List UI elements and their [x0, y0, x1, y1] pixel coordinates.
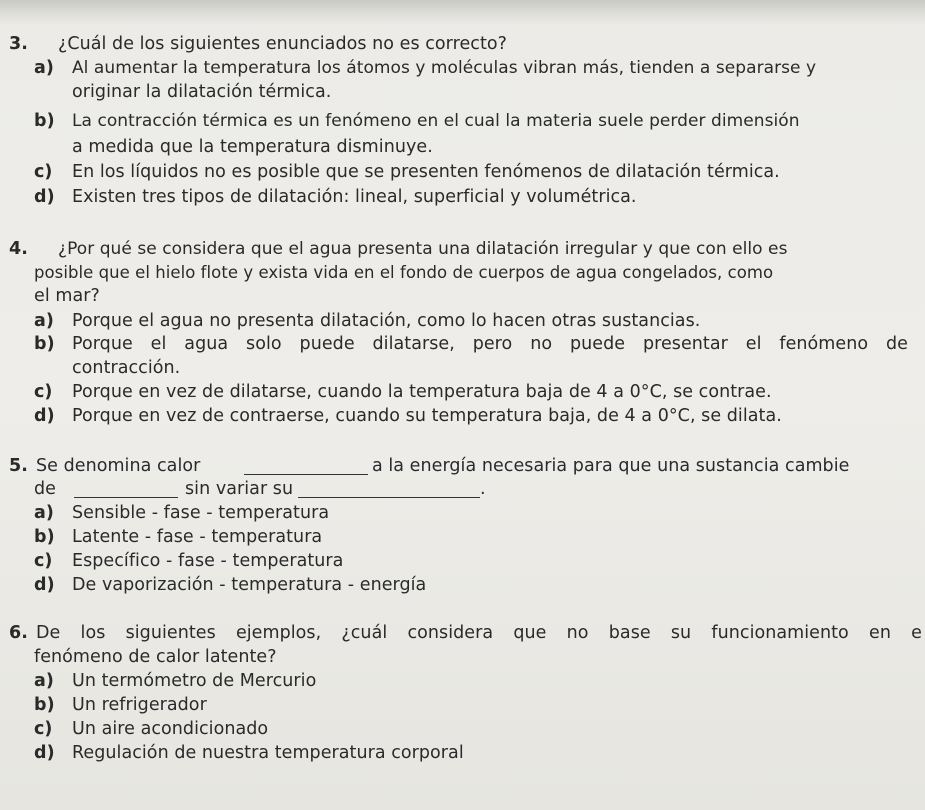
option-label: c) [34, 382, 53, 402]
answer-blank[interactable] [244, 460, 368, 475]
option-label: c) [34, 551, 53, 571]
option-text: La contracción térmica es un fenómeno en el cual la materia suele perder dimensión [72, 111, 800, 131]
option-text: a medida que la temperatura disminuye. [72, 137, 433, 157]
option-label: d) [34, 406, 55, 426]
question-stem: a la energía necesaria para que una sustancia cambie [372, 456, 850, 476]
option-text: Porque en vez de contraerse, cuando su temperatura baja, de 4 a 0°C, se dilata. [72, 406, 782, 426]
option-label: c) [34, 162, 53, 182]
question-stem: posible que el hielo flote y exista vida en el fondo de cuerpos de agua congelados, como [34, 263, 774, 282]
question-stem: el mar? [34, 286, 100, 306]
question-stem: fenómeno de calor latente? [34, 647, 277, 667]
option-label: d) [34, 743, 55, 763]
question-stem: De los siguientes ejemplos, ¿cuál considera que no base su funcionamiento en e [36, 623, 922, 643]
question-stem: . [480, 479, 486, 499]
option-text: Regulación de nuestra temperatura corporal [72, 743, 464, 763]
option-label: a) [34, 671, 54, 691]
option-label: a) [34, 503, 54, 523]
option-text: Latente - fase - temperatura [72, 527, 323, 547]
option-text: Al aumentar la temperatura los átomos y moléculas vibran más, tienden a separarse y [72, 58, 817, 78]
option-text: Sensible - fase - temperatura [72, 503, 330, 523]
option-text: originar la dilatación térmica. [72, 82, 332, 102]
option-text: Un aire acondicionado [72, 719, 269, 739]
option-label: a) [34, 58, 54, 78]
question-stem: de [34, 479, 56, 499]
option-text: Porque el agua no presenta dilatación, como lo hacen otras sustancias. [72, 311, 701, 331]
option-text: Un termómetro de Mercurio [72, 671, 317, 691]
option-label: a) [34, 311, 54, 331]
question-number: 6. [9, 623, 28, 643]
answer-blank[interactable] [298, 483, 480, 498]
question-stem: ¿Cuál de los siguientes enunciados no es correcto? [58, 34, 507, 54]
question-stem: Se denomina calor [36, 456, 201, 476]
option-label: b) [34, 527, 55, 547]
option-text: Porque el agua solo puede dilatarse, pero no puede presentar el fenómeno de [72, 334, 908, 354]
option-label: b) [34, 695, 55, 715]
option-text: Porque en vez de dilatarse, cuando la temperatura baja de 4 a 0°C, se contrae. [72, 382, 772, 402]
option-text: Específico - fase - temperatura [72, 551, 344, 571]
option-label: d) [34, 575, 55, 595]
question-number: 5. [9, 456, 28, 476]
option-label: b) [34, 334, 55, 354]
option-text: Un refrigerador [72, 695, 207, 715]
option-text: Existen tres tipos de dilatación: lineal, superficial y volumétrica. [72, 187, 637, 207]
question-number: 4. [9, 239, 28, 259]
option-label: c) [34, 719, 53, 739]
answer-blank[interactable] [74, 483, 178, 498]
question-stem: ¿Por qué se considera que el agua presenta una dilatación irregular y que con ello es [58, 239, 788, 259]
option-label: b) [34, 111, 55, 131]
option-label: d) [34, 187, 55, 207]
option-text: De vaporización - temperatura - energía [72, 575, 427, 595]
option-text: En los líquidos no es posible que se presenten fenómenos de dilatación térmica. [72, 162, 780, 182]
question-number: 3. [9, 34, 28, 54]
option-text: contracción. [72, 358, 181, 378]
question-stem: sin variar su [185, 479, 294, 499]
